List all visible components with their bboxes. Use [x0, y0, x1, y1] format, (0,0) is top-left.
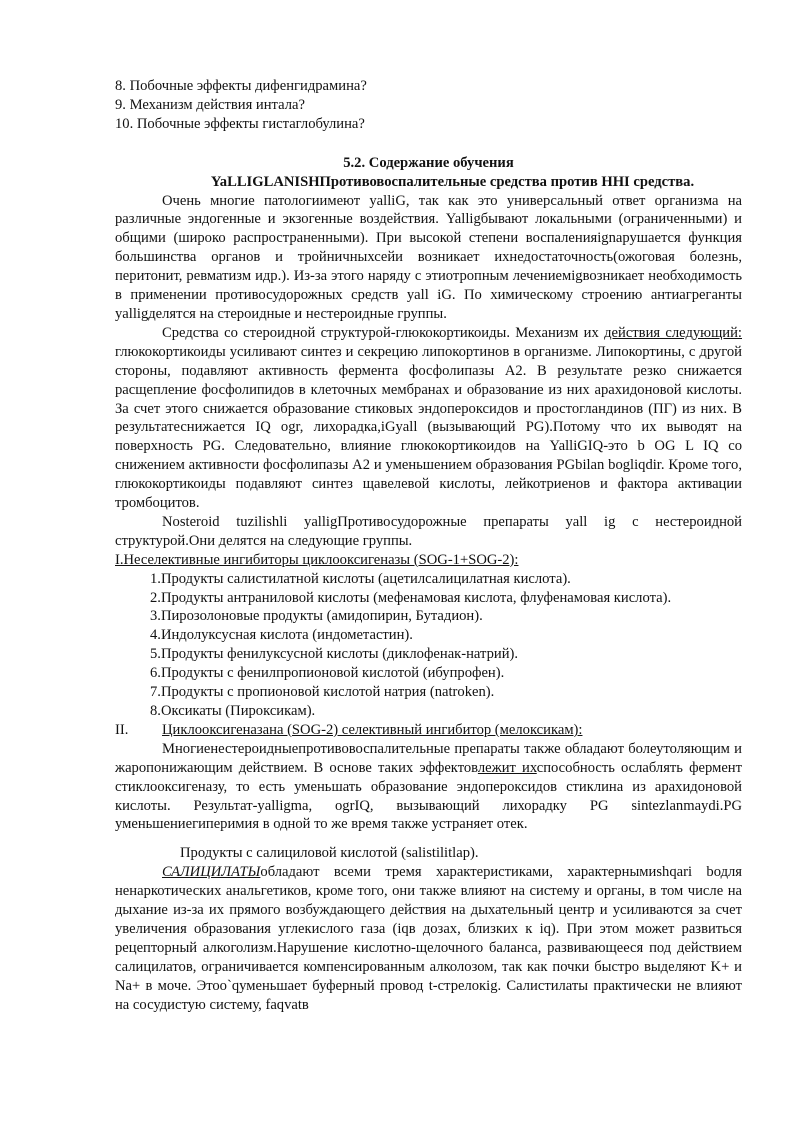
salicylic-heading: Продукты с салициловой кислотой (salistilitlap). [180, 845, 479, 862]
group2-number: II. [115, 721, 129, 738]
group2-title-text: Циклооксигеназана (SOG-2) селективный ингибитор (мелоксикам): [162, 721, 583, 738]
group2-title [115, 721, 742, 740]
paragraph-text: Многиенестероидныепротивовоспалительные препараты также обладают болеутоляющим и жаропонижающим действием. В основе таких эффектов [115, 740, 742, 776]
underlined-text: действия следующий: [604, 324, 742, 341]
paragraph-text: глюкокортикоиды усиливают синтез и секрецию липокортинов в организме. Липокортины, с другой стороны, подавляют активность фермента фосфолипазы А2. В результате резко снижается расщепление фосфолипидов в клеточных мембранах и образование из них арахидоновой кислоты. За счет этого снижается образование стиковых эндопероксидов и простогландинов (ПГ) из них. В результатеснижается IQ ogr, лихорадка,iGyall (вызывающий PG).Потому что их выводят на поверхность PG. Следовательно, влияние глюкокортикоидов на YalliGIQ-это b OG L IQ со снижением активности фосфолипазы А2 и уменьшением образования PGbilan bogliqdir. Кроме того, глюкокортикоиды подавляют синтез щавелевой кислоты, лейкотриенов и фактора активации тромбоцитов. [115, 343, 742, 512]
underlined-text: лежит их [477, 759, 537, 776]
group1-item: 3.Пирозолоновые продукты (амидопирин, Бутадион). [150, 608, 483, 625]
group1-item: 8.Оксикаты (Пироксикам). [150, 703, 316, 719]
paragraph-text: Средства со стероидной структурой-глюкокортикоиды. Механизм их [162, 324, 605, 341]
question-9: 9. Механизм действия интала? [115, 96, 305, 113]
section-subtitle: YaLLIGLANISHПротивовоспалительные средства против HHI средства. [210, 173, 695, 190]
paragraph-salicylates [115, 863, 742, 1014]
paragraph-nsaid-effects [115, 740, 742, 835]
paragraph-text: обладают всеми тремя характеристиками, характернымиshqari bодля ненаркотических анальгетиков, кроме того, они также влияют на систему и органы, в том числе на дыхание из-за их прямого возбуждающего действия на дыхательный центр и усиливаются за счет увеличения образования углекислого газа (iqв дозах, близких к iq). При этом может развиться рецепторный алкоголизм.Нарушение кислотно-щелочного баланса, развивающееся под действием салицилатов, ограничивается компенсированным алколозом, так как почки быстро выделяют K+ и Na+ в моче. Этоо`qуменьшает буферный провод t-стрелокig. Салистилаты практически не влияют на сосудистую систему, faqvatв [115, 864, 742, 1013]
paragraph-nonsteroids: Nosteroid tuzilishli yalligПротивосудорожные препараты yall ig с нестероидной структурой.Они делятся на следующие группы. [115, 513, 742, 549]
section-title: 5.2. Содержание обучения [343, 154, 514, 171]
group1-item: 6.Продукты с фенилпропионовой кислотой (ибупрофен). [150, 665, 505, 682]
group1-item: 4.Индолуксусная кислота (индометастин). [150, 627, 413, 644]
document-page [115, 77, 742, 1015]
question-10: 10. Побочные эффекты гистаглобулина? [115, 115, 365, 132]
question-8: 8. Побочные эффекты дифенгидрамина? [115, 78, 367, 94]
paragraph-text: способность ослаблять фермент стиклооксигеназу, то есть уменьшать образование эндопероксидов стиклина из арахидоновой кислоты. Результат-yalligma, ogrIQ, вызывающий лихорадку PG sintezlanmaydi.PG уменьшениегиперимия в одной то же время также устраняет отек. [115, 759, 742, 833]
group1-item: 1.Продукты салистилатной кислоты (ацетилсалицилатная кислота). [150, 570, 571, 587]
paragraph-steroids [115, 324, 742, 513]
group1-item: 7.Продукты с пропионовой кислотой натрия (natroken). [150, 684, 495, 701]
group1-item: 2.Продукты антраниловой кислоты (мефенамовая кислота, флуфенамовая кислота). [150, 589, 672, 606]
salicylates-term: САЛИЦИЛАТЫ [162, 864, 261, 881]
paragraph-inflammation: Очень многие патологиимеют yalliG, так как это универсальный ответ организма на различные эндогенные и экзогенные воздействия. Yalligбывают локальными (ограниченными) и общими (широко распространенными). При высокой степени воспаленияignарушается функция большинства органов и тройничныхсейи возникает ихнедостаточность(ожоговая болезнь, перитонит, ревматизм идр.). Из-за этого наряду с этиотропным лечениемigвозникает необходимость в применении противосудорожных средств yall iG. По химическому строению антиагреганты yalligделятся на стероидные и нестероидные группы. [115, 192, 742, 322]
group1-title-text: I.Неселективные ингибиторы циклооксигеназы (SOG-1+SOG-2): [115, 551, 519, 568]
group1-item: 5.Продукты фенилуксусной кислоты (диклофенак-натрий). [150, 646, 519, 663]
group1-title [115, 551, 742, 570]
